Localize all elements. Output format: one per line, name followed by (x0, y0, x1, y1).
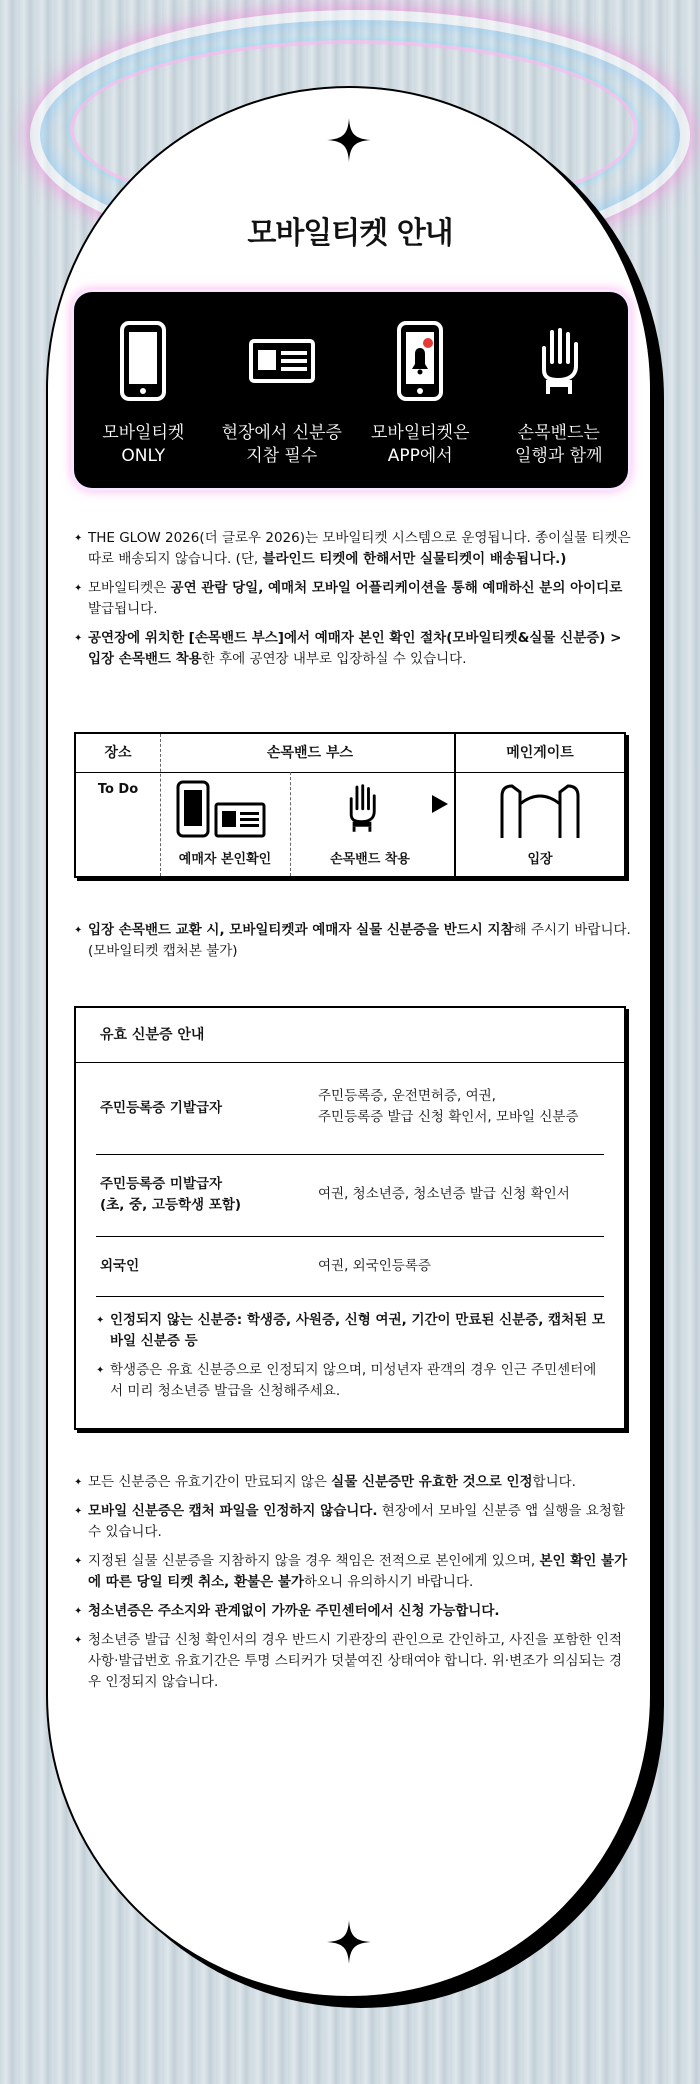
id-policy-notes-list (74, 1472, 634, 1701)
arrow-right-icon (432, 795, 448, 813)
table-row-value: 여권, 외국인등록증 (318, 1258, 431, 1274)
banner-label: 모바일티켓은 (370, 423, 470, 443)
flow-col-booth: 손목밴드 부스 (266, 745, 354, 761)
ticket-summary-banner (74, 292, 628, 488)
list-item: ✦ 공연장에 위치한 [손목밴드 부스]에서 예매자 본인 확인 절차(모바일티켓&실물 신분증) > 입장 손목밴드 착용한 후에 공연장 내부로 입장하실 수 있습니다. (74, 628, 634, 670)
page-title: 모바일티켓 안내 (247, 216, 453, 251)
banner-item-app (351, 292, 490, 488)
banner-label: 손목밴드는 (517, 423, 600, 443)
banner-label: 일행과 함께 (514, 446, 603, 466)
id-card-icon (249, 339, 315, 383)
id-table-notes (96, 1310, 606, 1410)
table-row-key: 외국인 (100, 1258, 140, 1274)
list-item: ✦ 입장 손목밴드 교환 시, 모바일티켓과 예매자 실물 신분증을 반드시 지참해 주시기 바랍니다. (모바일티켓 캡처본 불가) (74, 920, 634, 962)
table-row-value: 여권, 청소년증, 청소년증 발급 신청 확인서 (318, 1186, 570, 1202)
banner-item-id (213, 292, 352, 488)
table-row-value: 주민등록증, 운전면허증, 여권, 주민등록증 발급 신청 확인서, 모바일 신분증 (318, 1088, 579, 1125)
sparkle-star-icon (327, 1920, 371, 1964)
phone-notification-icon (397, 321, 443, 401)
banner-item-wristband (490, 292, 629, 488)
banner-label: 모바일티켓 (102, 423, 185, 443)
list-item: ✦ 지정된 실물 신분증을 지참하지 않을 경우 책임은 전적으로 본인에게 있으며, 본인 확인 불가에 따른 당일 티켓 취소, 환불은 불가하오니 유의하시기 바랍니다. (74, 1551, 634, 1593)
gate-icon (500, 782, 580, 840)
table-row (96, 1062, 604, 1155)
id-requirement-note (74, 920, 634, 970)
table-row-key: 주민등록증 기발급자 (100, 1100, 223, 1116)
entry-notes-list (74, 528, 634, 678)
flow-step-verify: 예매자 본인확인 (178, 852, 272, 867)
flow-col-gate: 메인게이트 (506, 745, 574, 761)
sparkle-star-icon (327, 118, 371, 162)
list-item: ✦ 인정되지 않는 신분증: 학생증, 사원증, 신형 여권, 기간이 만료된 신분증, 캡처된 모바일 신분증 등 (96, 1310, 606, 1352)
banner-label: 현장에서 신분증 (221, 423, 342, 443)
banner-label: APP에서 (387, 446, 453, 466)
wristband-hand-icon (344, 780, 380, 836)
valid-id-table (74, 1006, 626, 1430)
list-item: ✦ 학생증은 유효 신분증으로 인정되지 않으며, 미성년자 관객의 경우 인근 주민센터에서 미리 청소년증 발급을 신청해주세요. (96, 1360, 606, 1402)
table-row-key: 주민등록증 미발급자 (초, 중, 고등학생 포함) (100, 1176, 242, 1213)
flow-row-label: To Do (97, 782, 139, 797)
list-item: ✦ 청소년증은 주소지와 관계없이 가까운 주민센터에서 신청 가능합니다. (74, 1601, 634, 1622)
banner-label: ONLY (121, 446, 166, 466)
list-item: ✦ 모바일 신분증은 캡처 파일을 인정하지 않습니다. 현장에서 모바일 신분증 앱 실행을 요청할 수 있습니다. (74, 1501, 634, 1543)
list-item: ✦ 청소년증 발급 신청 확인서의 경우 반드시 기관장의 관인으로 간인하고, 사진을 포함한 인적사항·발급번호 유효기간은 투명 스티커가 덧붙여진 상태여야 합니다. 위·변조가 의심되는 경우 인정되지 않습니다. (74, 1630, 634, 1693)
table-row (96, 1154, 604, 1237)
flow-step-enter: 입장 (527, 852, 553, 867)
banner-item-mobile (74, 292, 213, 488)
list-item: ✦ 모든 신분증은 유효기간이 만료되지 않은 실물 신분증만 유효한 것으로 인정합니다. (74, 1472, 634, 1493)
table-heading: 유효 신분증 안내 (76, 1008, 624, 1063)
list-item: ✦ 모바일티켓은 공연 관람 당일, 예매처 모바일 어플리케이션을 통해 예매하신 분의 아이디로 발급됩니다. (74, 578, 634, 620)
wristband-hand-icon (534, 326, 584, 396)
smartphone-icon (120, 321, 166, 401)
flow-col-place: 장소 (104, 745, 132, 761)
flow-gate-box (454, 732, 626, 878)
table-row (96, 1236, 604, 1297)
phone-and-id-icon (176, 780, 272, 840)
flow-step-wristband: 손목밴드 착용 (330, 852, 410, 867)
list-item: ✦ THE GLOW 2026(더 글로우 2026)는 모바일티켓 시스템으로 운영됩니다. 종이실물 티켓은 따로 배송되지 않습니다. (단, 블라인드 티켓에 한해서만 실물티켓이 배송됩니다.) (74, 528, 634, 570)
banner-label: 지참 필수 (246, 446, 318, 466)
